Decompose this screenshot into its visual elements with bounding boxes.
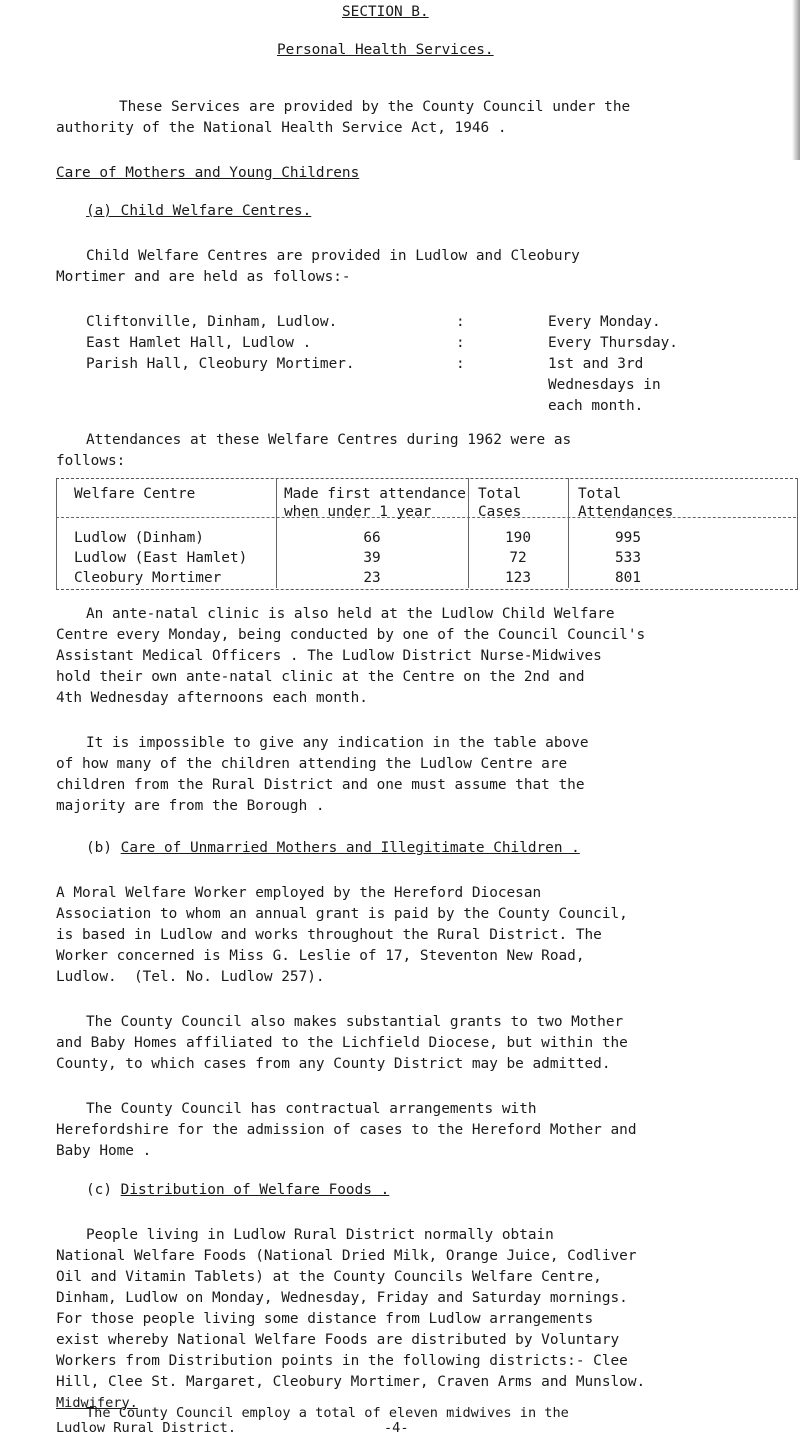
paragraph-line: children from the Rural District and one must assume that the bbox=[56, 777, 585, 793]
schedule-when: each month. bbox=[548, 398, 644, 414]
paragraph-line: Association to whom an annual grant is paid by the County Council, bbox=[56, 906, 628, 922]
schedule-separator: : bbox=[456, 314, 465, 330]
child-welfare-heading: (a) Child Welfare Centres. bbox=[86, 203, 312, 219]
table-cell-centre: Cleobury Mortimer bbox=[74, 570, 222, 586]
midwifery-line-2: Ludlow Rural District. bbox=[56, 1420, 237, 1436]
schedule-place: Parish Hall, Cleobury Mortimer. bbox=[86, 356, 355, 372]
attendance-intro-2: follows: bbox=[56, 453, 126, 469]
section-heading: SECTION B. bbox=[342, 4, 429, 20]
schedule-separator: : bbox=[456, 335, 465, 351]
paragraph-line: Assistant Medical Officers . The Ludlow District Nurse-Midwives bbox=[56, 648, 602, 664]
paragraph-line: Oil and Vitamin Tablets) at the County Councils Welfare Centre, bbox=[56, 1269, 602, 1285]
table-cell-cases: 123 bbox=[505, 570, 531, 586]
paragraph-line: People living in Ludlow Rural District normally obtain bbox=[86, 1227, 554, 1243]
paragraph-line: Hill, Clee St. Margaret, Cleobury Mortimer, Craven Arms and Munslow. bbox=[56, 1374, 646, 1390]
paragraph-line: exist whereby National Welfare Foods are distributed by Voluntary bbox=[56, 1332, 620, 1348]
header-welfare-centre: Welfare Centre bbox=[74, 486, 196, 502]
table-cell-first: 23 bbox=[363, 570, 381, 586]
paragraph-line: Dinham, Ludlow on Monday, Wednesday, Friday and Saturday mornings. bbox=[56, 1290, 628, 1306]
paragraph-line: For those people living some distance from Ludlow arrangements bbox=[56, 1311, 594, 1327]
header-total-attendances: Total bbox=[578, 486, 622, 502]
page-number: -4- bbox=[384, 1420, 409, 1436]
table-cell-attendances: 533 bbox=[615, 550, 641, 566]
table-cell-centre: Ludlow (East Hamlet) bbox=[74, 550, 248, 566]
paragraph-line: National Welfare Foods (National Dried Milk, Orange Juice, Codliver bbox=[56, 1248, 637, 1264]
schedule-separator: : bbox=[456, 356, 465, 372]
header-total-cases: Cases bbox=[478, 504, 522, 520]
paragraph-line: The County Council also makes substantial grants to two Mother bbox=[86, 1014, 624, 1030]
paragraph-line: Ludlow. (Tel. No. Ludlow 257). bbox=[56, 969, 325, 985]
header-first-attendance: when under 1 year bbox=[284, 504, 432, 520]
paragraph-line: Workers from Distribution points in the following districts:- Clee bbox=[56, 1353, 628, 1369]
attendance-intro-1: Attendances at these Welfare Centres during 1962 were as bbox=[86, 432, 572, 448]
paragraph-line: Centre every Monday, being conducted by one of the Council Council's bbox=[56, 627, 646, 643]
table-cell-attendances: 995 bbox=[615, 530, 641, 546]
scan-edge-shadow bbox=[792, 0, 800, 160]
table-cell-first: 39 bbox=[363, 550, 381, 566]
child-welfare-intro-1: Child Welfare Centres are provided in Ludlow and Cleobury bbox=[86, 248, 580, 264]
table-cell-cases: 72 bbox=[509, 550, 527, 566]
care-heading: Care of Mothers and Young Childrens bbox=[56, 165, 360, 181]
paragraph-line: A Moral Welfare Worker employed by the Hereford Diocesan bbox=[56, 885, 542, 901]
unmarried-mothers-heading bbox=[86, 838, 580, 858]
paragraph-line: Worker concerned is Miss G. Leslie of 17, Steventon New Road, bbox=[56, 948, 585, 964]
schedule-when: Every Thursday. bbox=[548, 335, 678, 351]
header-first-attendance: Made first attendance bbox=[284, 486, 466, 502]
heading-text: Distribution of Welfare Foods . bbox=[120, 1182, 390, 1198]
schedule-when: 1st and 3rd bbox=[548, 356, 644, 372]
paragraph-line: is based in Ludlow and works throughout the Rural District. The bbox=[56, 927, 602, 943]
table-cell-centre: Ludlow (Dinham) bbox=[74, 530, 204, 546]
paragraph-line: 4th Wednesday afternoons each month. bbox=[56, 690, 368, 706]
paragraph-line: and Baby Homes affiliated to the Lichfield Diocese, but within the bbox=[56, 1035, 628, 1051]
paragraph-line: majority are from the Borough . bbox=[56, 798, 325, 814]
schedule-place: East Hamlet Hall, Ludlow . bbox=[86, 335, 312, 351]
paragraph-line: Baby Home . bbox=[56, 1143, 152, 1159]
paragraph-line: of how many of the children attending the Ludlow Centre are bbox=[56, 756, 568, 772]
paragraph-line: County, to which cases from any County District may be admitted. bbox=[56, 1056, 611, 1072]
table-cell-first: 66 bbox=[363, 530, 381, 546]
paragraph-line: It is impossible to give any indication in the table above bbox=[86, 735, 589, 751]
intro-line-2: authority of the National Health Service Act, 1946 . bbox=[56, 120, 507, 136]
table-cell-attendances: 801 bbox=[615, 570, 641, 586]
paragraph-line: hold their own ante-natal clinic at the Centre on the 2nd and bbox=[56, 669, 585, 685]
heading-text: Care of Unmarried Mothers and Illegitimate Children . bbox=[120, 840, 580, 856]
schedule-when: Wednesdays in bbox=[548, 377, 661, 393]
midwifery-heading: Midwifery. bbox=[56, 1395, 138, 1411]
paragraph-line: The County Council has contractual arrangements with bbox=[86, 1101, 537, 1117]
schedule-when: Every Monday. bbox=[548, 314, 661, 330]
welfare-foods-heading bbox=[86, 1180, 389, 1200]
paragraph-line: Herefordshire for the admission of cases to the Hereford Mother and bbox=[56, 1122, 637, 1138]
header-total-attendances: Attendances bbox=[578, 504, 674, 520]
child-welfare-intro-2: Mortimer and are held as follows:- bbox=[56, 269, 351, 285]
heading-prefix: (c) bbox=[86, 1182, 121, 1198]
page-subheading: Personal Health Services. bbox=[277, 42, 494, 58]
paragraph-line: An ante-natal clinic is also held at the Ludlow Child Welfare bbox=[86, 606, 615, 622]
header-total-cases: Total bbox=[478, 486, 522, 502]
table-cell-cases: 190 bbox=[505, 530, 531, 546]
midwifery-line-1: The County Council employ a total of eleven midwives in the bbox=[86, 1405, 569, 1421]
intro-line-1: These Services are provided by the County Council under the bbox=[119, 99, 631, 115]
schedule-place: Cliftonville, Dinham, Ludlow. bbox=[86, 314, 338, 330]
heading-prefix: (b) bbox=[86, 840, 121, 856]
